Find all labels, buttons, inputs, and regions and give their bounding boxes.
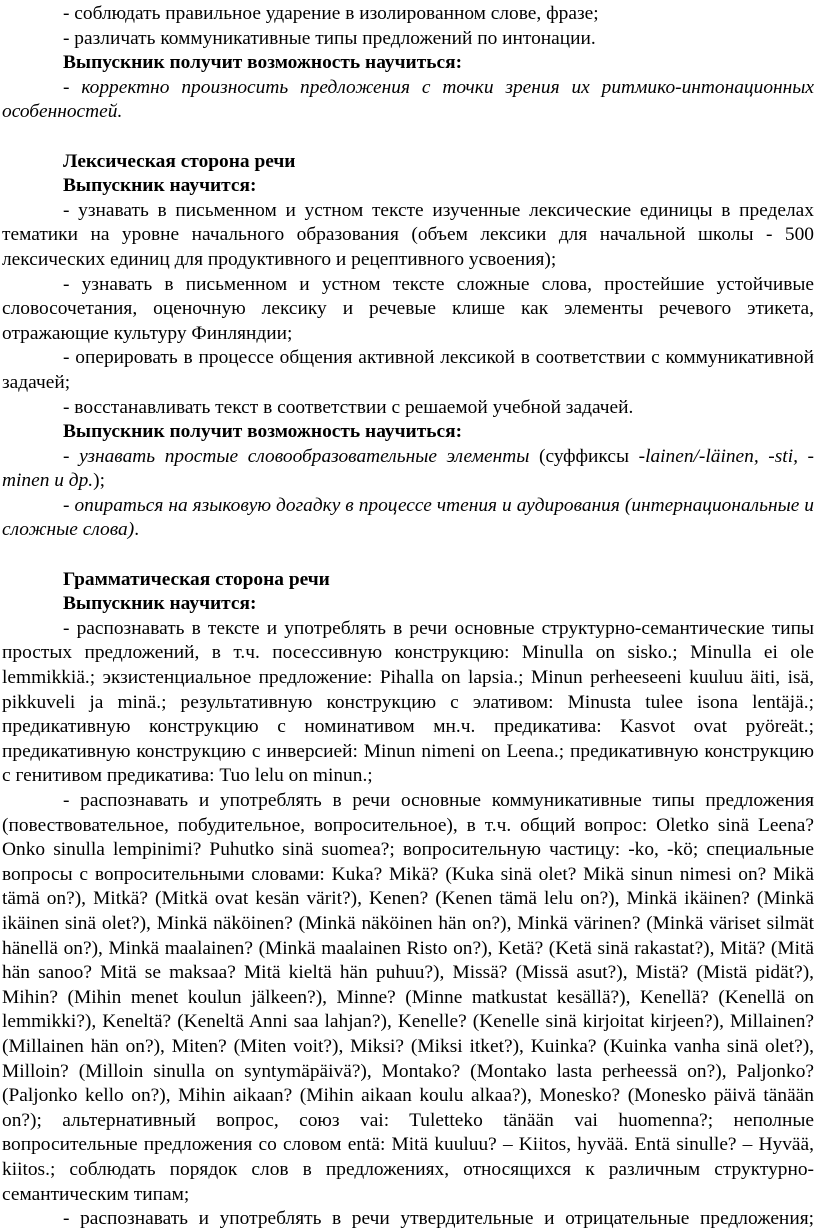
lexical-opportunity-item-suffixes (2, 445, 814, 494)
lexical-opportunity-item-suffixes-list: -lainen/-läinen, -sti, -minen и др. (2, 445, 814, 492)
lexical-item: - узнавать в письменном и устном тексте сложные слова, простейшие устойчивые словосочетания, оценочную лексику и речевые клише как элементы речевого этикета, отражающие культуру Финляндии; (2, 273, 814, 344)
grammar-item-communicative-types: - распознавать и употреблять в речи основные коммуникативные типы предложения (повествовательное, побудительное, вопросительное), в т.ч. общий вопрос: Oletko sinä Leena? Onko sinulla lempinimi? Puhutko sinä suomea?; вопросительную частицу: -ko, -kö; специальные вопросы с вопросительными словами: Kuka? Mikä? (Kuka sinä olet? Mikä sinun nimesi on? Mikä tämä on?), Mitkä? (Mitkä ovat kesän värit?), Kenen? (Kenen tämä lelu on?), Minkä ikäinen? (Minkä ikäinen sinä olet?), Minkä näköinen? (Minkä näköinen hän on?), Minkä värinen? (Minkä väriset silmät hänellä on?), Minkä maalainen? (Minkä maalainen Risto on?), Ketä? (Ketä sinä rakastat?), Mitä? (Mitä hän sanoo? Mitä se maksaa? Mitä kieltä hän puhuu?), Missä? (Missä asut?), Mistä? (Mistä pidät?), Mihin? (Mihin menet koulun jälkeen?), Minne? (Minne matkustat kesällä?), Kenellä? (Kenellä on lemmikki?), Keneltä? (Keneltä Anni saa lahjan?), Kenelle? (Kenelle sinä kirjoitat kirjeen?), Millainen? (Millainen hän on?), Miten? (Miten voit?), Miksi? (Miksi itket?), Kuinka? (Kuinka vanha sinä olet?), Milloin? (Milloin sinulla on syntymäpäivä?), Montako? (Montako lasta perheessä on?), Paljonko? (Paljonko kello on?), Mihin aikaan? (Mihin aikaan koulu alkaa?), Monesko? (Monesko päivä tänään on?); альтернативный вопрос, союз vai: Tuletteko tänään vai huomenna?; неполные вопросительные предложения со словом entä: Mitä kuuluu? – Kiitos, hyvää. Entä sinulle? – Hyvää, kiitos.; соблюдать порядок слов в предложениях, относящихся к различным структурно-семантическим типам; (2, 790, 814, 1205)
pronunciation-item-intonation: - различать коммуникативные типы предложений по интонации. (63, 27, 596, 49)
pronunciation-opportunity-item: - корректно произносить предложения с точки зрения их ритмико-интонационных особенностей. (2, 76, 814, 123)
spacer (2, 125, 814, 150)
lexical-opportunity-item-guess-text: - опираться на языковую догадку в процессе чтения и аудирования (интернациональные и сложные слова) (2, 494, 814, 541)
pronunciation-item-stress: - соблюдать правильное ударение в изолированном слове, фразе; (63, 3, 599, 24)
lexical-item: - оперировать в процессе общения активной лексикой в соответствии с коммуникативной задачей; (2, 347, 814, 393)
lexical-opportunity-item-guess (2, 494, 814, 543)
lexical-section-title: Лексическая сторона речи (63, 150, 296, 172)
grammar-item-structures: - распознавать в тексте и употреблять в речи основные структурно-семантические типы простых предложений, в т.ч. посессивную конструкцию: Minulla on sisko.; Minulla ei ole lemmikkiä.; экзистенциальное предложение: Pihalla on lapsia.; Minun perheeseeni kuuluu äiti, isä, pikkuveli ja minä.; результативную конструкцию с элативом: Minusta tulee isona lentäjä.; предикативную конструкцию с номинативом мн.ч. предикатива: Kasvot ovat pyöreät.; предикативную конструкцию с инверсией: Minun nimeni on Leena.; предикативную конструкцию с генитивом предикатива: Tuo lelu on minun.; (2, 617, 814, 787)
lexical-opportunity-heading: Выпускник получит возможность научиться: (63, 421, 463, 443)
lexical-learns-heading: Выпускник научится: (63, 175, 257, 197)
spacer (2, 543, 814, 568)
lexical-opportunity-item-suffixes-open: (суффиксы (529, 445, 639, 467)
lexical-item: - восстанавливать текст в соответствии с решаемой учебной задачей. (63, 396, 634, 418)
grammar-item-affirmative-negative: - распознавать и употреблять в речи утвердительные и отрицательные предложения; (63, 1208, 814, 1230)
lexical-opportunity-item-suffixes-lead: - узнавать простые словообразовательные элементы (63, 445, 530, 467)
lexical-item: - узнавать в письменном и устном тексте изученные лексические единицы в пределах тематики на уровне начального образования (объем лексики для начальной школы - 500 лексических единиц для продуктивного и рецептивного усвоения); (2, 199, 814, 270)
pronunciation-opportunity-heading: Выпускник получит возможность научиться: (63, 52, 463, 74)
lexical-opportunity-item-suffixes-close: ); (93, 470, 105, 492)
grammar-section-title: Грамматическая сторона речи (63, 568, 330, 590)
lexical-opportunity-item-guess-end: . (134, 519, 140, 541)
grammar-learns-heading: Выпускник научится: (63, 593, 257, 615)
